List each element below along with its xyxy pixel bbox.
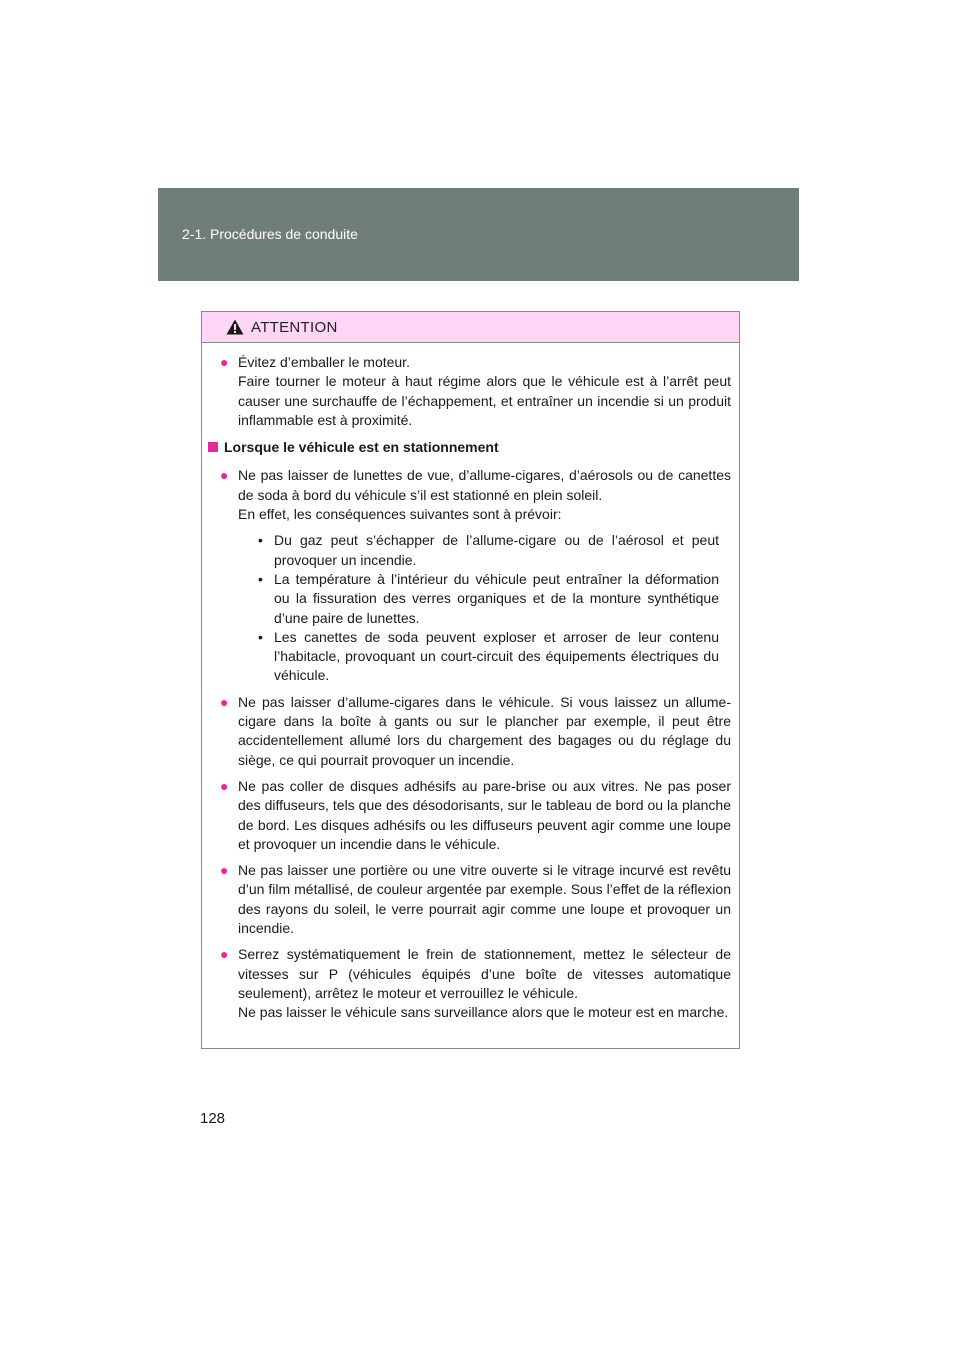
bullet-text: Ne pas coller de disques adhésifs au pare-brise ou aux vitres. Ne pas poser des diffuseurs, tels que des désodorisants, sur le tableau de bord ou la planche de bord. Les disques adhésifs ou les diffuseurs peuvent agir comme une loupe et provoquer un incendie dans le véhicule. bbox=[238, 777, 731, 852]
warning-triangle-icon bbox=[226, 319, 244, 335]
bullet-metallized-film bbox=[220, 861, 731, 938]
section-header-band bbox=[158, 188, 799, 281]
section-heading-text: Lorsque le véhicule est en stationnement bbox=[224, 439, 499, 456]
bullet-glasses-aerosols bbox=[220, 466, 731, 685]
bullet-dot-icon: ● bbox=[220, 946, 229, 963]
bullet-parking-brake bbox=[220, 945, 731, 1022]
bullet-dot-icon: ● bbox=[220, 354, 229, 370]
square-bullet-icon bbox=[208, 442, 218, 452]
page-number: 128 bbox=[200, 1110, 226, 1127]
bullet-dot-icon: ● bbox=[220, 777, 229, 794]
attention-title: ATTENTION bbox=[251, 318, 338, 336]
bullet-text: Ne pas laisser de lunettes de vue, d’allume-cigares, d’aérosols ou de canettes de soda à bord du véhicule s’il est stationné en plein soleil. bbox=[238, 467, 731, 503]
bullet-adhesive-discs bbox=[220, 777, 731, 854]
list-item bbox=[256, 531, 719, 570]
bullet-point-icon: • bbox=[258, 628, 263, 645]
bullet-point-icon: • bbox=[258, 532, 263, 549]
bullet-dot-icon: ● bbox=[220, 862, 229, 879]
bullet-text: En effet, les conséquences suivantes sont à prévoir: bbox=[238, 506, 562, 523]
bullet-text: Faire tourner le moteur à haut régime alors que le véhicule est à l’arrêt peut causer une surchauffe de l’échappement, et entraîner un incendie si un produit inflammable est à proximité. bbox=[238, 373, 731, 428]
bullet-text: Ne pas laisser le véhicule sans surveillance alors que le moteur est en marche. bbox=[238, 1004, 729, 1021]
list-item bbox=[256, 570, 719, 628]
list-item-text: Les canettes de soda peuvent exploser et arroser de leur contenu l’habitacle, provoquant un court-circuit des équipements électriques du véhicule. bbox=[274, 628, 719, 684]
list-item bbox=[256, 628, 719, 686]
bullet-text: Ne pas laisser une portière ou une vitre ouverte si le vitrage incurvé est revêtu d’un film métallisé, de couleur argentée par exemple. Sous l’effet de la réflexion des rayons du soleil, le verre pourrait agir comme une loupe et provoquer un incendie. bbox=[238, 862, 731, 937]
bullet-dot-icon: ● bbox=[220, 467, 229, 484]
list-item-text: Du gaz peut s’échapper de l’allume-cigare ou de l’aérosol et peut provoquer un incendie. bbox=[274, 532, 719, 568]
list-item-text: La température à l’intérieur du véhicule peut entraîner la déformation ou la fissuration des verres organiques et de la monture synthétique d’une paire de lunettes. bbox=[274, 570, 719, 626]
bullet-point-icon: • bbox=[258, 570, 263, 587]
attention-content bbox=[202, 343, 739, 1023]
bullet-text: Ne pas laisser d’allume-cigares dans le véhicule. Si vous laissez un allume-cigare dans la boîte à gants ou sur le plancher par exemple, il peut être accidentellement allumé lors du chargement des bagages ou du réglage du siège, ce qui pourrait provoquer un incendie. bbox=[238, 693, 731, 768]
consequences-list bbox=[256, 531, 719, 685]
section-heading-parking bbox=[208, 438, 731, 457]
bullet-engine-rev bbox=[220, 353, 731, 430]
bullet-cigarette-lighter bbox=[220, 693, 731, 770]
bullet-text: Évitez d’emballer le moteur. bbox=[238, 354, 410, 370]
section-title: 2-1. Procédures de conduite bbox=[182, 226, 358, 242]
bullet-text: Serrez systématiquement le frein de stationnement, mettez le sélecteur de vitesses sur P (véhicules équipés d’une boîte de vitesses automatique seulement), arrêtez le moteur et verrouillez le véhicule. bbox=[238, 946, 731, 1001]
attention-box bbox=[201, 311, 740, 1049]
bullet-dot-icon: ● bbox=[220, 693, 229, 710]
attention-header bbox=[202, 312, 739, 343]
